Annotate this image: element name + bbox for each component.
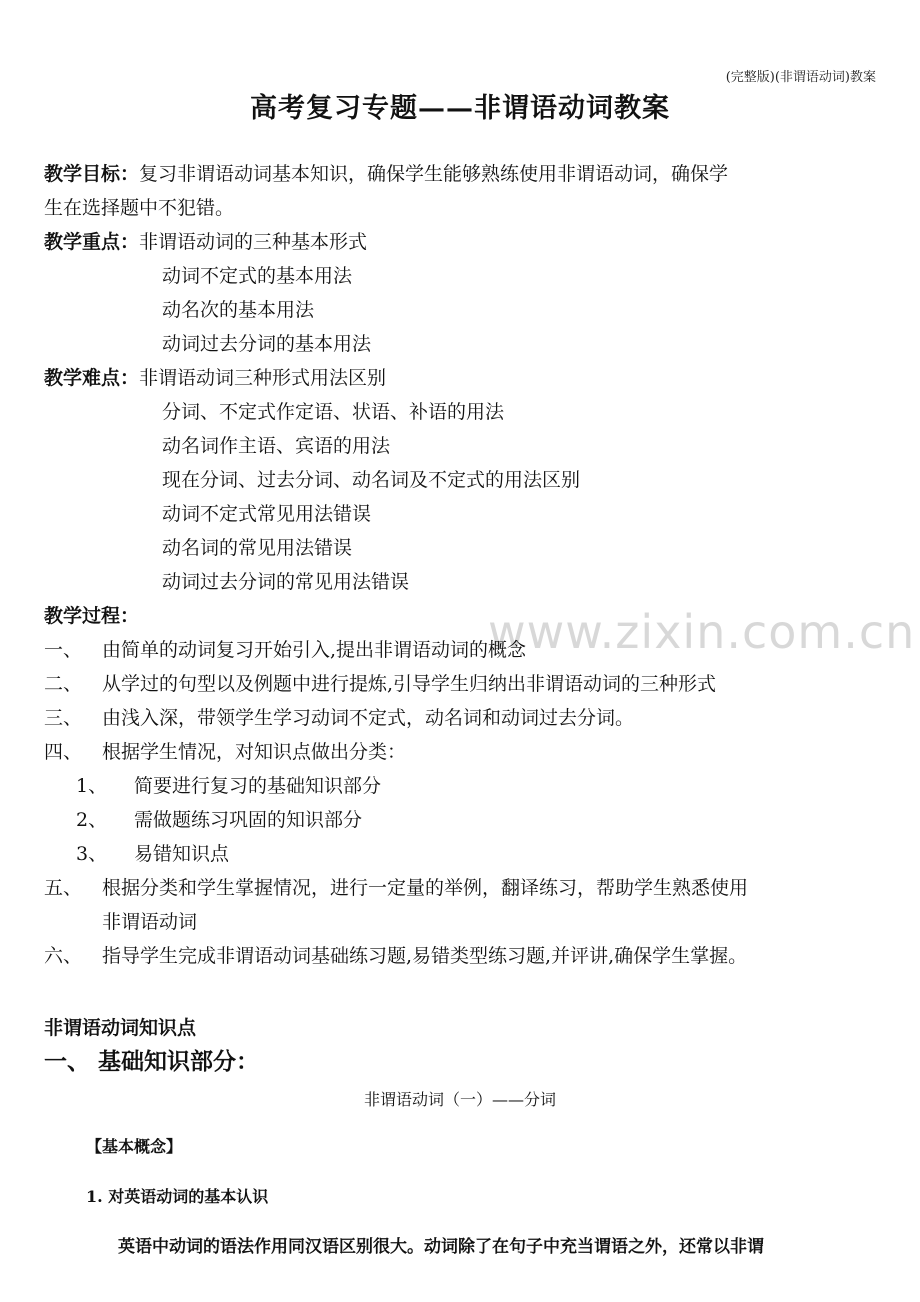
sub-step-text: 简要进行复习的基础知识部分	[134, 775, 382, 797]
watermark: www.zixin.com.cn	[488, 605, 916, 659]
process-step-num: 二、	[44, 673, 83, 695]
process-step-text: 非谓语动词	[102, 911, 198, 933]
process-step-text: 由浅入深，带领学生学习动词不定式，动名词和动词过去分词。	[102, 707, 635, 729]
process-step-num: 六、	[44, 945, 83, 967]
difficulty-item: 动名词的常见用法错误	[162, 537, 353, 559]
difficulty-item: 分词、不定式作定语、状语、补语的用法	[162, 401, 505, 423]
process-label: 教学过程：	[44, 605, 140, 627]
process-step-text: 根据分类和学生掌握情况，进行一定量的举例，翻译练习，帮助学生熟悉使用	[102, 877, 749, 899]
difficulty-item: 动词不定式常见用法错误	[162, 503, 372, 525]
basic-concept-heading: 【基本概念】	[86, 1137, 183, 1156]
objectives-label: 教学目标：	[44, 163, 140, 185]
sub-step-num: 2、	[76, 809, 108, 831]
sub-step-num: 1、	[76, 775, 108, 797]
section-heading: 一、 基础知识部分：	[44, 1048, 260, 1075]
objectives-line-2: 生在选择题中不犯错。	[44, 197, 235, 219]
difficulty-item: 非谓语动词三种形式用法区别	[139, 367, 387, 389]
process-step-text: 根据学生情况，对知识点做出分类：	[102, 741, 407, 763]
process-step-num: 五、	[44, 877, 83, 899]
process-step-text: 指导学生完成非谓语动词基础练习题,易错类型练习题,并评讲,确保学生掌握。	[102, 945, 748, 967]
sub-step-num: 3、	[76, 843, 108, 865]
key-point-item: 非谓语动词的三种基本形式	[139, 231, 368, 253]
objectives-line-1	[44, 162, 728, 186]
key-point-item: 动词过去分词的基本用法	[162, 333, 372, 355]
difficulty-item: 动名词作主语、宾语的用法	[162, 435, 391, 457]
sub-step-text: 需做题练习巩固的知识部分	[134, 809, 363, 831]
key-point-item: 动词不定式的基本用法	[162, 265, 353, 287]
header-note: (完整版)(非谓语动词)教案	[725, 70, 876, 85]
page-title: 高考复习专题——非谓语动词教案	[250, 93, 670, 124]
difficulties-line-1	[44, 366, 386, 390]
process-step-text: 由简单的动词复习开始引入,提出非谓语动词的概念	[102, 639, 527, 661]
section-subtitle: 非谓语动词（一）——分词	[363, 1090, 556, 1109]
sub-step-text: 易错知识点	[134, 843, 230, 865]
knowledge-heading: 非谓语动词知识点	[44, 1017, 197, 1039]
process-step-text: 从学过的句型以及例题中进行提炼,引导学生归纳出非谓语动词的三种形式	[102, 673, 717, 695]
key-point-item: 动名次的基本用法	[162, 299, 315, 321]
process-step-num: 一、	[44, 639, 83, 661]
difficulty-item: 现在分词、过去分词、动名词及不定式的用法区别	[162, 469, 581, 491]
item-heading: 1. 对英语动词的基本认识	[86, 1187, 269, 1206]
key-points-line-1	[44, 230, 367, 254]
objectives-text-1: 复习非谓语动词基本知识，确保学生能够熟练使用非谓语动词，确保学	[139, 163, 729, 185]
difficulties-label: 教学难点：	[44, 367, 140, 389]
difficulty-item: 动词过去分词的常见用法错误	[162, 571, 410, 593]
process-step-num: 四、	[44, 741, 83, 763]
process-step-num: 三、	[44, 707, 83, 729]
paragraph-text: 英语中动词的语法作用同汉语区别很大。动词除了在句子中充当谓语之外，还常以非谓	[118, 1237, 764, 1257]
key-points-label: 教学重点：	[44, 231, 140, 253]
